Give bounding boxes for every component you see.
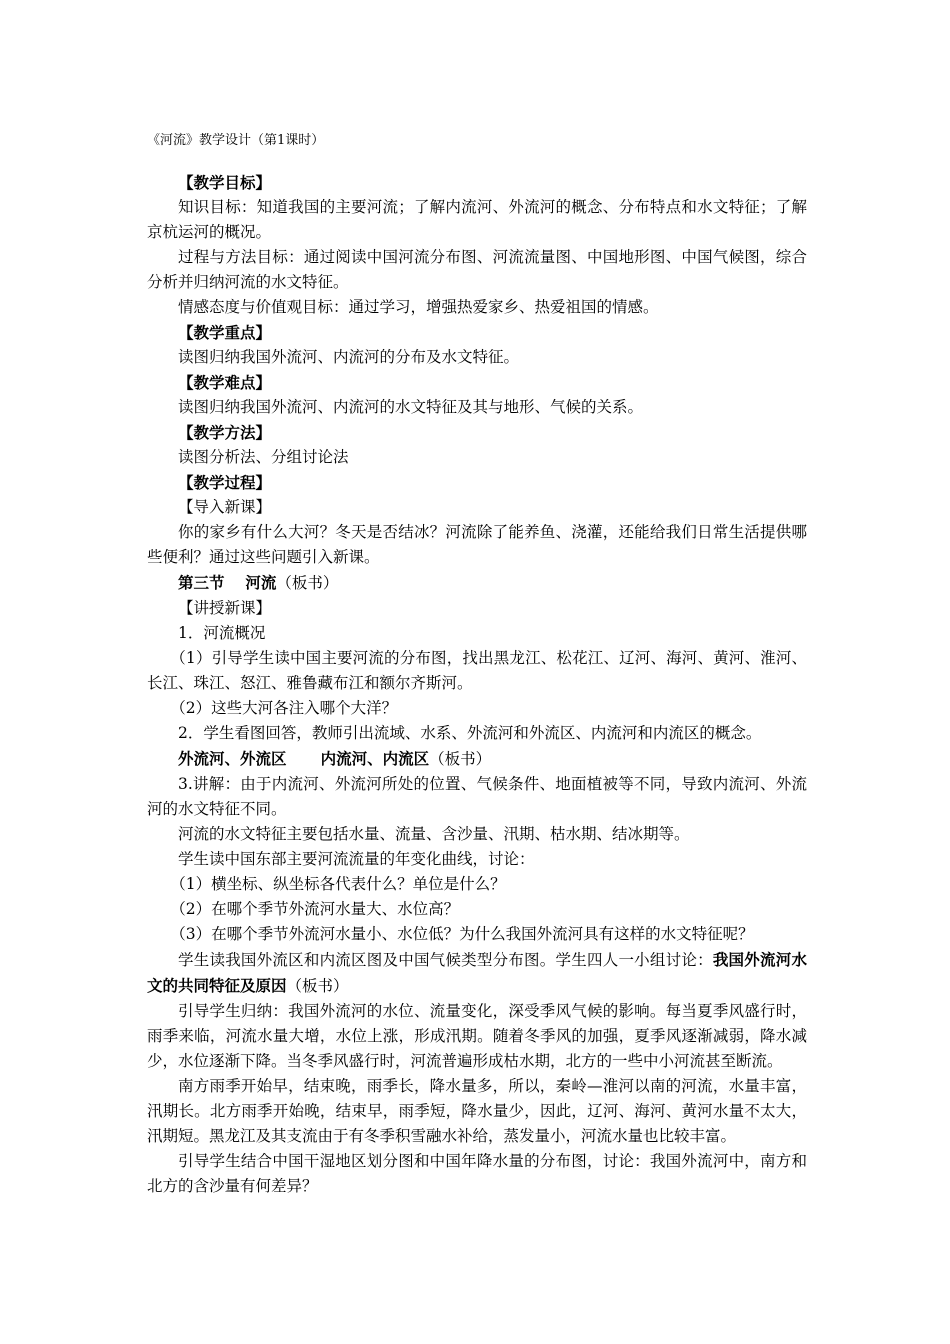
section-title-bold: 第三节 河流 — [178, 573, 277, 592]
knowledge-objective: 知识目标：知道我国的主要河流；了解内流河、外流河的概念、分布特点和水文特征；了解京杭运河的概况。 — [147, 198, 807, 241]
summary-paragraph-2: 南方雨季开始早，结束晚，雨季长，降水量多，所以，秦岭—淮河以南的河流，水量丰富，汛期长。北方雨季开始晚，结束早，雨季短，降水量少，因此，辽河、海河、黄河水量不太大，汛期短。黑龙江及其支流由于有冬季积雪融水补给，蒸发量小，河流水量也比较丰富。 — [147, 1077, 807, 1145]
objectives-heading: 【教学目标】 — [178, 173, 272, 192]
board2-b: 内流河、内流区 — [320, 749, 430, 768]
emotion-objective: 情感态度与价值观目标：通过学习，增强热爱家乡、热爱祖国的情感。 — [178, 298, 659, 316]
hydro-features: 河流的水文特征主要包括水量、流量、含沙量、汛期、枯水期、结冰期等。 — [178, 825, 690, 843]
process-heading: 【教学过程】 — [178, 473, 272, 492]
section-title — [147, 570, 807, 596]
item1-title: 1．河流概况 — [178, 624, 266, 642]
group-text: 学生读我国外流区和内流区图及中国气候类型分布图。学生四人一小组讨论： — [178, 951, 713, 969]
board-outline-2 — [147, 746, 807, 772]
difficulties-heading: 【教学难点】 — [178, 373, 272, 392]
lecture-heading: 【讲授新课】 — [178, 599, 272, 617]
group-bold: 我国外流河水文的共同特征及原因 — [147, 950, 807, 995]
intro-text: 你的家乡有什么大河？冬天是否结冰？河流除了能养鱼、浇灌，还能给我们日常生活提供哪些便利？通过这些问题引入新课。 — [147, 523, 807, 566]
question-1: （1）横坐标、纵坐标各代表什么？单位是什么？ — [170, 875, 506, 893]
group-note: （板书） — [286, 977, 349, 995]
intro-heading: 【导入新课】 — [178, 498, 272, 516]
difficulties-text: 读图归纳我国外流河、内流河的水文特征及其与地形、气候的关系。 — [178, 398, 644, 416]
summary-paragraph-1: 引导学生归纳：我国外流河的水位、流量变化，深受季风气候的影响。每当夏季风盛行时，雨季来临，河流水量大增，水位上涨，形成汛期。随着冬季风的加强，夏季风逐渐减弱，降水减少，水位逐渐下降。当冬季风盛行时，河流普遍形成枯水期，北方的一些中小河流甚至断流。 — [147, 1002, 807, 1070]
key-points-text: 读图归纳我国外流河、内流河的分布及水文特征。 — [178, 348, 520, 366]
question-3: （3）在哪个季节外流河水量小、水位低？为什么我国外流河具有这样的水文特征呢？ — [170, 925, 754, 943]
document-title: 《河流》教学设计（第1课时） — [147, 133, 325, 148]
item2: 2．学生看图回答，教师引出流域、水系、外流河和外流区、内流河和内流区的概念。 — [178, 724, 762, 742]
process-objective: 过程与方法目标：通过阅读中国河流分布图、河流流量图、中国地形图、中国气候图，综合分析并归纳河流的水文特征。 — [147, 248, 807, 291]
board2-a: 外流河、外流区 — [178, 749, 287, 768]
sediment-question: 引导学生结合中国干湿地区划分图和中国年降水量的分布图，讨论：我国外流河中，南方和北方的含沙量有何差异？ — [147, 1152, 807, 1195]
question-2: （2）在哪个季节外流河水量大、水位高？ — [170, 900, 460, 918]
key-points-heading: 【教学重点】 — [178, 323, 272, 342]
methods-heading: 【教学方法】 — [178, 423, 272, 442]
group-discussion — [147, 947, 807, 999]
methods-text: 读图分析法、分组讨论法 — [178, 448, 349, 466]
curve-intro: 学生读中国东部主要河流流量的年变化曲线，讨论： — [178, 850, 535, 868]
board2-note: （板书） — [429, 750, 492, 768]
item1-sub2: （2）这些大河各注入哪个大洋？ — [170, 699, 398, 717]
document-body — [147, 170, 807, 1199]
section-title-note: （板书） — [276, 574, 339, 592]
item1-sub1: （1）引导学生读中国主要河流的分布图，找出黑龙江、松花江、辽河、海河、黄河、淮河、长江、珠江、怒江、雅鲁藏布江和额尔齐斯河。 — [147, 649, 807, 692]
item3: 3.讲解：由于内流河、外流河所处的位置、气候条件、地面植被等不同，导致内流河、外流河的水文特征不同。 — [147, 775, 807, 818]
